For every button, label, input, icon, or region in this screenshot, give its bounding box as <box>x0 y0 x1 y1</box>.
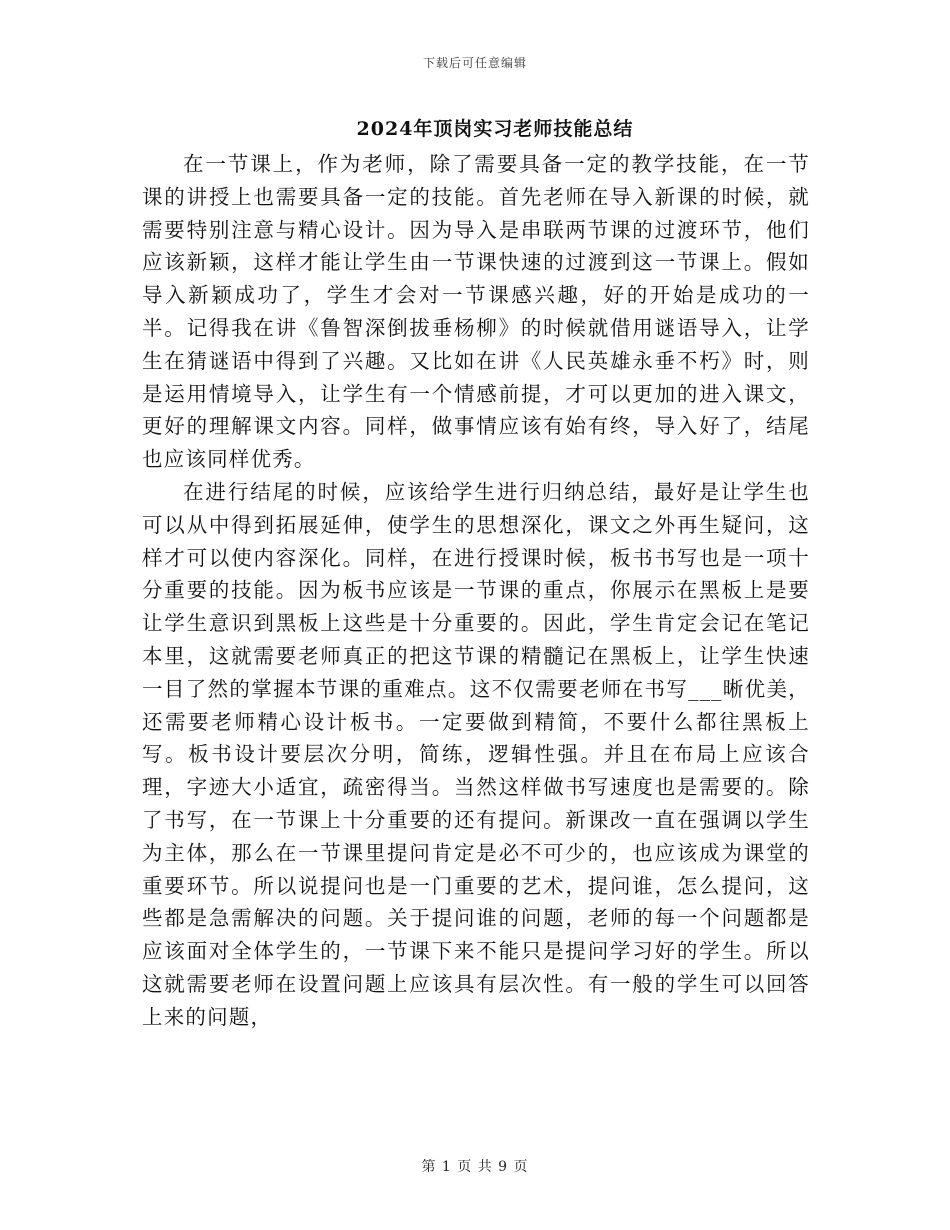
document-body <box>142 148 810 1034</box>
page-number: 第 1 页 共 9 页 <box>421 1159 529 1175</box>
header-note: 下载后可任意编辑 <box>422 56 527 70</box>
paragraph-2: 在进行结尾的时候，应该给学生进行归纳总结，最好是让学生也可以从中得到拓展延伸，使学生的思想深化，课文之外再生疑问，这样才可以使内容深化。同样，在进行授课时候，板书书写也是一项十分重要的技能。因为板书应该是一节课的重点，你展示在黑板上是要让学生意识到黑板上这些是十分重要的。因此，学生肯定会记在笔记本里，这就需要老师真正的把这节课的精髓记在黑板上，让学生快速一目了然的掌握本节课的重难点。这不仅需要老师在书写___晰优美，还需要老师精心设计板书。一定要做到精简，不要什么都往黑板上写。板书设计要层次分明，简练，逻辑性强。并且在布局上应该合理，字迹大小适宜，疏密得当。当然这样做书写速度也是需要的。除了书写，在一节课上十分重要的还有提问。新课改一直在强调以学生为主体，那么在一节课里提问肯定是必不可少的，也应该成为课堂的重要环节。所以说提问也是一门重要的艺术，提问谁，怎么提问，这些都是急需解决的问题。关于提问谁的问题，老师的每一个问题都是应该面对全体学生的，一节课下来不能只是提问学习好的学生。所以这就需要老师在设置问题上应该具有层次性。有一般的学生可以回答上来的问题， <box>142 479 810 1029</box>
paragraph-1: 在一节课上，作为老师，除了需要具备一定的教学技能，在一节课的讲授上也需要具备一定的技能。首先老师在导入新课的时候，就需要特别注意与精心设计。因为导入是串联两节课的过渡环节，他们应该新颖，这样才能让学生由一节课快速的过渡到这一节课上。假如导入新颖成功了，学生才会对一节课感兴趣，好的开始是成功的一半。记得我在讲《鲁智深倒拔垂杨柳》的时候就借用谜语导入，让学生在猜谜语中得到了兴趣。又比如在讲《人民英雄永垂不朽》时，则是运用情境导入，让学生有一个情感前提，才可以更加的进入课文，更好的理解课文内容。同样，做事情应该有始有终，导入好了，结尾也应该同样优秀。 <box>142 152 810 472</box>
document-title: 2024年顶岗实习老师技能总结 <box>356 118 634 140</box>
